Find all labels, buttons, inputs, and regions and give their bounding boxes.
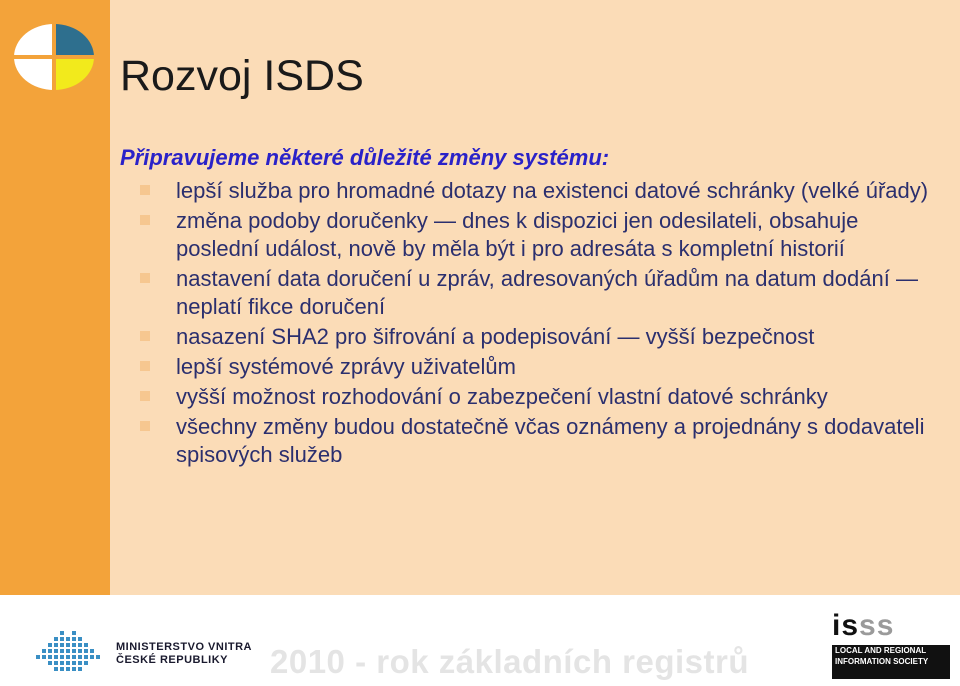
square-bullet-icon — [140, 421, 150, 431]
list-item — [140, 177, 940, 205]
bullet-list — [140, 177, 940, 471]
bullet-text: všechny změny budou dostatečně včas oznámeny a projednány s dodavateli spisových služeb — [176, 414, 925, 467]
isss-wordmark — [832, 609, 894, 643]
ministry-name-line1: MINISTERSTVO VNITRA — [116, 641, 253, 653]
isss-wordmark-light: ss — [859, 609, 895, 642]
ministry-dot-grid-logo-icon — [34, 625, 104, 677]
isss-wordmark-dark: is — [832, 609, 860, 642]
square-bullet-icon — [140, 361, 150, 371]
bullet-text: změna podoby doručenky — dnes k dispozici jen odesilateli, obsahuje poslední událost, nově by měla být i pro adresáta s kompletní historií — [176, 208, 859, 261]
isss-caption — [832, 645, 950, 679]
square-bullet-icon — [140, 391, 150, 401]
ministry-name-line2: ČESKÉ REPUBLIKY — [116, 654, 229, 666]
bullet-text: lepší systémové zprávy uživatelům — [176, 354, 516, 379]
list-item — [140, 207, 940, 263]
bullet-text: nastavení data doručení u zpráv, adresovaných úřadům na datum dodání — neplatí fikce doručení — [176, 266, 918, 319]
bullet-text: lepší služba pro hromadné dotazy na existenci datové schránky (velké úřady) — [176, 178, 929, 203]
ministry-name — [116, 641, 252, 667]
isss-caption-line2: INFORMATION SOCIETY — [835, 657, 929, 666]
square-bullet-icon — [140, 185, 150, 195]
square-bullet-icon — [140, 273, 150, 283]
circle-quadrant-logo-icon — [8, 22, 100, 92]
list-item — [140, 265, 940, 321]
footer-slogan: 2010 - rok základních registrů — [270, 643, 750, 680]
list-item — [140, 383, 940, 411]
footer-bar — [0, 595, 960, 686]
square-bullet-icon — [140, 215, 150, 225]
slide-title: Rozvoj ISDS — [120, 52, 364, 100]
isss-caption-line1: LOCAL AND REGIONAL — [835, 646, 927, 655]
bullet-text: nasazení SHA2 pro šifrování a podepisování — vyšší bezpečnost — [176, 324, 815, 349]
bullet-text: vyšší možnost rozhodování o zabezpečení vlastní datové schránky — [176, 384, 828, 409]
square-bullet-icon — [140, 331, 150, 341]
list-item — [140, 353, 940, 381]
isss-logo — [828, 607, 954, 683]
list-item — [140, 323, 940, 351]
slide-subtitle: Připravujeme některé důležité změny systému: — [120, 145, 610, 170]
list-item — [140, 413, 940, 469]
